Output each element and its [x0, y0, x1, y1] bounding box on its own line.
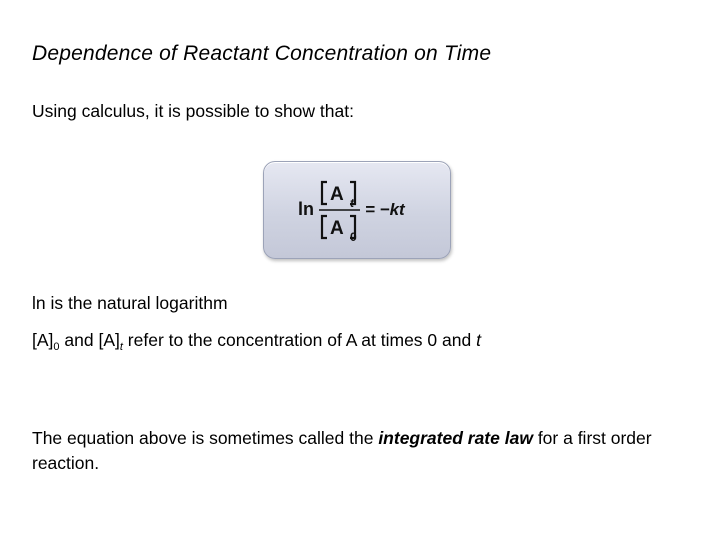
- equation-numerator-subscript: t: [350, 196, 354, 210]
- denominator-left-bracket: [322, 216, 327, 238]
- a0-subscript: 0: [53, 341, 60, 353]
- integrated-rate-law-term: integrated rate law: [378, 428, 533, 448]
- equation-numerator: A: [330, 184, 344, 205]
- intro-text: Using calculus, it is possible to show that:: [32, 101, 354, 121]
- equation-box: [263, 161, 451, 259]
- at-label: [A]: [98, 330, 120, 350]
- equation-ln: ln: [298, 199, 314, 219]
- summary-before: The equation above is sometimes called the: [32, 428, 379, 448]
- summary-paragraph: [32, 426, 702, 476]
- slide-title: Dependence of Reactant Concentration on Time: [32, 42, 492, 65]
- a0-label: [A]: [32, 330, 54, 350]
- concentration-rest: refer to the concentration of A at times 0 and: [122, 330, 477, 350]
- summary-after: for a first order reaction.: [32, 428, 652, 473]
- numerator-left-bracket: [322, 182, 327, 204]
- equation-denominator: A: [330, 218, 344, 239]
- and-text: and: [59, 330, 99, 350]
- at-subscript: t: [119, 341, 123, 353]
- equation-rhs: = −kt: [365, 200, 405, 219]
- concentration-note: [32, 330, 481, 351]
- time-t: t: [476, 330, 481, 350]
- integrated-rate-law-equation: [264, 162, 450, 258]
- ln-definition: ln is the natural logarithm: [32, 293, 228, 313]
- equation-denominator-subscript: 0: [350, 230, 357, 244]
